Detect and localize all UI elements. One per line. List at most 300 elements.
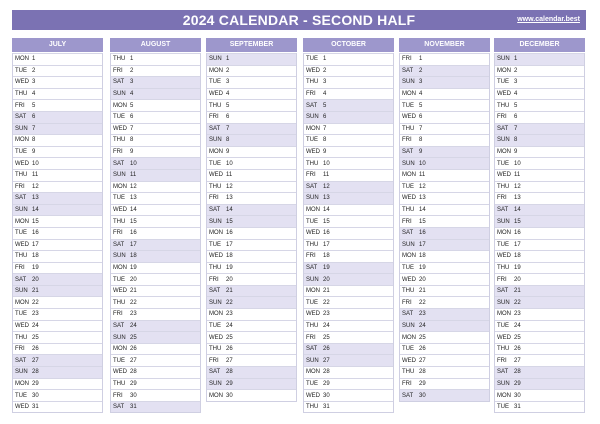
day-number: 16 [419,230,426,237]
page-title: 2024 CALENDAR - SECOND HALF [182,12,416,28]
weekday-label: FRI [209,114,219,121]
weekday-label: FRI [113,67,123,74]
weekday-label: FRI [209,276,219,283]
day-row [111,296,200,308]
weekday-label: THU [113,218,126,225]
day-number: 5 [32,102,36,109]
day-row [304,53,393,65]
weekday-label: SAT [209,288,221,295]
day-number: 2 [419,67,423,74]
day-number: 24 [32,322,39,329]
day-row [13,111,102,123]
day-number: 26 [130,346,137,353]
weekday-label: MON [15,218,29,225]
day-row [207,215,296,227]
weekday-label: THU [306,241,319,248]
day-row [304,192,393,204]
day-row [400,285,489,297]
day-number: 28 [130,369,137,376]
day-row [111,169,200,181]
day-row [495,181,584,193]
day-number: 27 [323,357,330,364]
day-row [304,215,393,227]
day-number: 4 [419,91,423,98]
day-row [111,239,200,251]
weekday-label: SAT [402,67,414,74]
day-number: 12 [32,183,39,190]
day-number: 9 [130,149,134,156]
weekday-label: WED [113,207,127,214]
day-row [111,343,200,355]
weekday-label: FRI [15,346,25,353]
weekday-label: SUN [497,56,510,63]
weekday-label: FRI [402,56,412,63]
day-number: 5 [226,102,230,109]
weekday-label: MON [209,149,223,156]
day-number: 13 [32,195,39,202]
month-column-july [12,38,103,413]
day-row [13,146,102,158]
day-number: 7 [419,125,423,132]
day-number: 20 [226,276,233,283]
weekday-label: MON [15,56,29,63]
title-bar [12,10,586,30]
day-row [207,53,296,65]
day-row [304,378,393,390]
weekday-label: FRI [402,137,412,144]
day-row [111,111,200,123]
weekday-label: TUE [113,276,125,283]
month-column-september [206,38,297,402]
weekday-label: MON [402,91,416,98]
weekday-label: SUN [15,369,28,376]
day-number: 1 [32,56,36,63]
day-number: 13 [323,195,330,202]
day-number: 17 [419,241,426,248]
day-row [207,88,296,100]
day-number: 10 [323,160,330,167]
weekday-label: SAT [497,288,509,295]
day-row [304,169,393,181]
day-row [111,99,200,111]
day-row [400,111,489,123]
day-row [495,146,584,158]
day-list [206,53,297,402]
weekday-label: SAT [209,125,221,132]
day-row [207,99,296,111]
month-header: JULY [12,38,103,52]
day-row [304,262,393,274]
day-number: 14 [32,207,39,214]
day-row [111,320,200,332]
weekday-label: SUN [402,322,415,329]
day-row [111,123,200,135]
day-number: 5 [323,102,327,109]
day-row [111,53,200,65]
day-row [400,215,489,227]
weekday-label: TUE [306,299,318,306]
day-number: 21 [32,288,39,295]
weekday-label: WED [209,172,223,179]
day-row [400,65,489,77]
day-row [13,123,102,135]
weekday-label: SAT [306,264,318,271]
day-row [304,354,393,366]
day-row [13,366,102,378]
day-number: 6 [130,114,134,121]
day-row [304,134,393,146]
weekday-label: SAT [113,79,125,86]
weekday-label: MON [497,67,511,74]
day-row [495,389,584,401]
day-row [111,65,200,77]
day-number: 8 [323,137,327,144]
day-row [495,285,584,297]
weekday-label: WED [402,276,416,283]
weekday-label: TUE [402,102,414,109]
day-number: 28 [514,369,521,376]
day-row [13,192,102,204]
day-number: 21 [323,288,330,295]
day-number: 28 [226,369,233,376]
day-number: 24 [323,322,330,329]
day-row [207,273,296,285]
day-number: 26 [32,346,39,353]
weekday-label: MON [402,253,416,260]
day-row [304,99,393,111]
weekday-label: TUE [306,380,318,387]
day-number: 8 [226,137,230,144]
day-row [111,250,200,262]
weekday-label: WED [306,392,320,399]
weekday-label: SAT [402,311,414,318]
weekday-label: MON [497,230,511,237]
day-row [304,227,393,239]
day-number: 29 [323,380,330,387]
day-number: 10 [514,160,521,167]
weekday-label: FRI [306,253,316,260]
weekday-label: FRI [15,102,25,109]
day-number: 5 [130,102,134,109]
day-number: 19 [514,264,521,271]
day-row [13,273,102,285]
day-row [400,146,489,158]
day-row [207,378,296,390]
weekday-label: WED [497,91,511,98]
weekday-label: WED [15,322,29,329]
weekday-label: WED [497,172,511,179]
day-number: 20 [130,276,137,283]
day-row [304,157,393,169]
day-number: 26 [226,346,233,353]
month-header: AUGUST [110,38,201,52]
day-number: 23 [130,311,137,318]
day-number: 23 [323,311,330,318]
weekday-label: SUN [209,299,222,306]
day-row [400,53,489,65]
weekday-label: MON [113,183,127,190]
day-row [13,88,102,100]
day-number: 25 [32,334,39,341]
day-number: 11 [130,172,137,179]
weekday-label: FRI [113,392,123,399]
day-row [495,76,584,88]
day-row [304,296,393,308]
day-row [207,123,296,135]
weekday-label: SUN [15,288,28,295]
day-number: 4 [32,91,36,98]
weekday-label: THU [209,102,222,109]
day-number: 14 [323,207,330,214]
day-row [111,308,200,320]
day-number: 18 [514,253,521,260]
day-number: 15 [32,218,39,225]
weekday-label: SAT [497,207,509,214]
day-number: 30 [32,392,39,399]
weekday-label: MON [113,102,127,109]
day-number: 27 [32,357,39,364]
weekday-label: SUN [209,56,222,63]
day-number: 7 [32,125,36,132]
weekday-label: SAT [113,241,125,248]
day-row [495,227,584,239]
day-number: 30 [323,392,330,399]
day-row [111,76,200,88]
day-number: 28 [323,369,330,376]
day-row [400,308,489,320]
day-row [207,192,296,204]
day-row [111,262,200,274]
day-number: 19 [323,264,330,271]
month-column-december [494,38,585,413]
weekday-label: SUN [306,357,319,364]
day-row [495,308,584,320]
weekday-label: THU [402,369,415,376]
day-number: 8 [32,137,36,144]
day-row [111,378,200,390]
day-row [13,401,102,413]
day-row [13,157,102,169]
day-row [400,378,489,390]
weekday-label: THU [209,264,222,271]
day-number: 29 [419,380,426,387]
weekday-label: MON [15,299,29,306]
day-number: 4 [514,91,518,98]
day-number: 1 [419,56,423,63]
day-number: 25 [419,334,426,341]
day-row [495,157,584,169]
day-row [495,343,584,355]
weekday-label: SUN [15,207,28,214]
day-number: 31 [32,404,39,411]
day-row [13,250,102,262]
day-number: 11 [226,172,233,179]
day-row [400,227,489,239]
day-row [13,76,102,88]
weekday-label: SAT [15,357,27,364]
day-number: 19 [32,264,39,271]
weekday-label: MON [497,149,511,156]
day-number: 8 [514,137,518,144]
day-number: 18 [226,253,233,260]
day-number: 18 [32,253,39,260]
day-row [13,215,102,227]
weekday-label: MON [209,230,223,237]
day-row [400,123,489,135]
day-number: 11 [32,172,39,179]
day-number: 12 [323,183,330,190]
day-row [207,262,296,274]
day-number: 16 [514,230,521,237]
day-number: 23 [226,311,233,318]
weekday-label: WED [497,334,511,341]
day-number: 11 [419,172,426,179]
day-row [111,192,200,204]
day-row [207,366,296,378]
weekday-label: THU [15,91,28,98]
day-row [207,331,296,343]
weekday-label: THU [113,380,126,387]
weekday-label: MON [15,380,29,387]
day-number: 27 [226,357,233,364]
weekday-label: FRI [15,264,25,271]
day-row [13,99,102,111]
weekday-label: TUE [497,241,509,248]
day-number: 17 [130,241,137,248]
day-number: 15 [130,218,137,225]
day-row [495,169,584,181]
month-column-november [399,38,490,402]
weekday-label: TUE [15,311,27,318]
day-number: 19 [419,264,426,271]
day-row [13,343,102,355]
weekday-label: TUE [497,404,509,411]
day-row [304,389,393,401]
weekday-label: SUN [209,137,222,144]
day-row [13,354,102,366]
weekday-label: SAT [113,160,125,167]
day-row [400,239,489,251]
day-number: 7 [130,125,134,132]
day-number: 18 [419,253,426,260]
weekday-label: WED [306,311,320,318]
day-row [495,262,584,274]
day-row [495,111,584,123]
day-number: 1 [130,56,134,63]
day-number: 6 [419,114,423,121]
weekday-label: TUE [209,79,221,86]
day-row [400,169,489,181]
weekday-label: THU [402,288,415,295]
day-row [495,239,584,251]
day-row [207,169,296,181]
weekday-label: WED [15,241,29,248]
weekday-label: SUN [113,334,126,341]
weekday-label: FRI [306,334,316,341]
weekday-label: SAT [497,369,509,376]
day-row [495,296,584,308]
weekday-label: WED [15,160,29,167]
weekday-label: MON [113,346,127,353]
day-number: 16 [130,230,137,237]
day-row [207,146,296,158]
day-number: 24 [514,322,521,329]
day-row [13,378,102,390]
day-row [400,273,489,285]
weekday-label: TUE [497,322,509,329]
weekday-label: TUE [306,137,318,144]
day-row [304,308,393,320]
day-row [207,227,296,239]
day-number: 23 [514,311,521,318]
weekday-label: WED [113,288,127,295]
weekday-label: TUE [15,230,27,237]
weekday-label: WED [402,195,416,202]
day-row [207,296,296,308]
weekday-label: SUN [306,114,319,121]
day-number: 17 [323,241,330,248]
weekday-label: THU [15,172,28,179]
weekday-label: THU [497,102,510,109]
day-row [207,134,296,146]
weekday-label: WED [306,67,320,74]
day-number: 21 [514,288,521,295]
weekday-label: MON [113,264,127,271]
day-row [495,99,584,111]
weekday-label: SUN [306,195,319,202]
weekday-label: THU [209,346,222,353]
weekday-label: TUE [113,195,125,202]
weekday-label: TUE [402,264,414,271]
weekday-label: TUE [497,79,509,86]
weekday-label: TUE [402,183,414,190]
weekday-label: SAT [113,404,125,411]
day-number: 31 [514,404,521,411]
day-number: 20 [323,276,330,283]
day-number: 31 [130,404,137,411]
weekday-label: MON [15,137,29,144]
day-row [495,250,584,262]
weekday-label: SUN [497,137,510,144]
weekday-label: FRI [497,114,507,121]
day-number: 30 [419,392,426,399]
day-number: 30 [226,392,233,399]
day-number: 15 [226,218,233,225]
day-row [304,123,393,135]
weekday-label: SUN [306,276,319,283]
weekday-label: TUE [402,346,414,353]
day-number: 6 [323,114,327,121]
day-row [207,343,296,355]
weekday-label: WED [209,334,223,341]
weekday-label: FRI [113,149,123,156]
website-link[interactable]: www.calendar.best [517,16,580,23]
day-number: 1 [514,56,518,63]
day-row [304,76,393,88]
day-row [495,366,584,378]
day-number: 16 [226,230,233,237]
day-number: 12 [419,183,426,190]
day-number: 6 [226,114,230,121]
month-column-august [110,38,201,413]
month-header: OCTOBER [303,38,394,52]
month-header: NOVEMBER [399,38,490,52]
day-number: 6 [32,114,36,121]
day-number: 29 [514,380,521,387]
day-row [111,134,200,146]
day-number: 12 [130,183,137,190]
weekday-label: WED [209,91,223,98]
